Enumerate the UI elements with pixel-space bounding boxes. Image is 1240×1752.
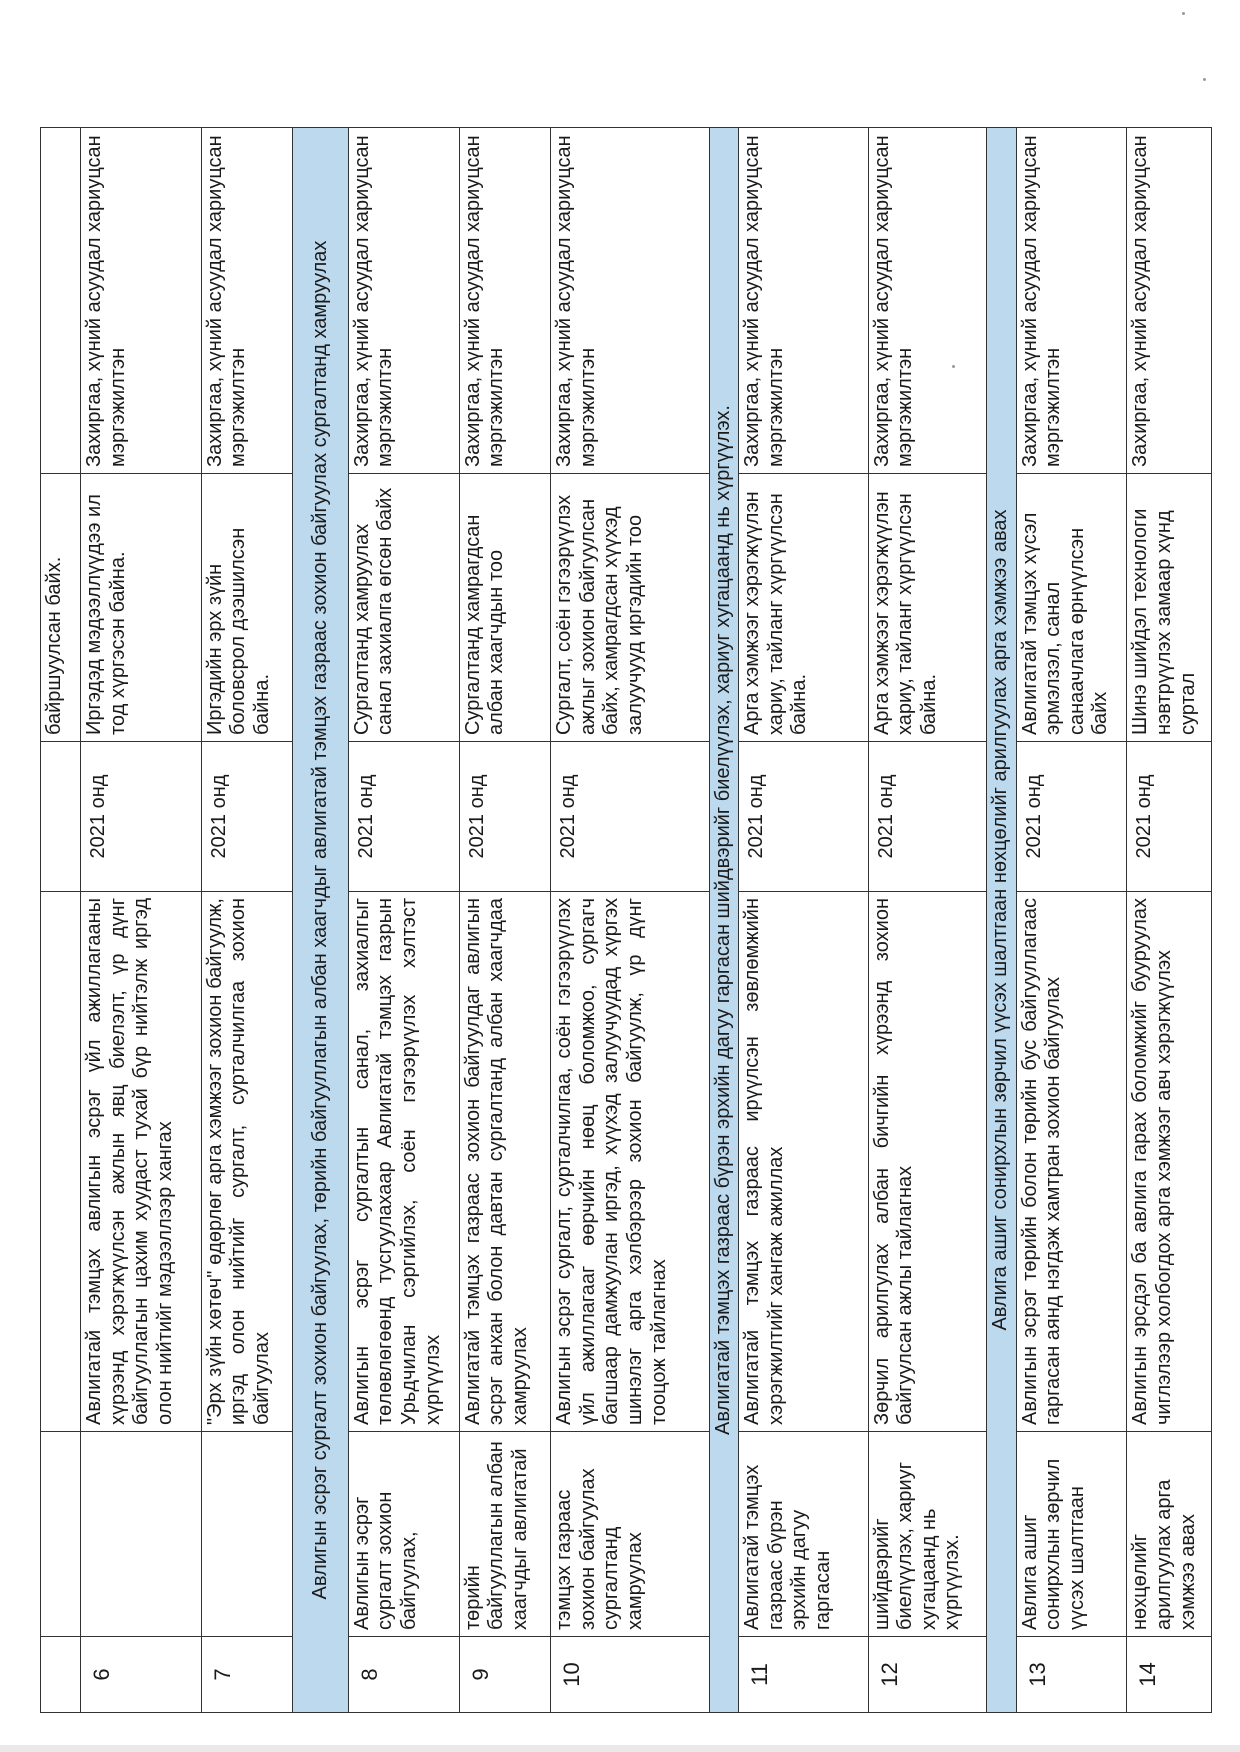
responsible-cell: Захиргаа, хүний асуудал хариуцсан мэргэжилтэн [459, 128, 550, 474]
result-cell: Арга хэмжээг хэрэгжүүлэн хариу, тайланг хүргүүлсэн байна. [868, 474, 986, 742]
row-number: 11 [739, 1637, 868, 1713]
table-row [868, 128, 986, 1713]
row-number: 8 [348, 1637, 459, 1713]
measure-title: Авлигын эсрэг сургалт зохион байгуулах, [348, 1432, 459, 1637]
responsible-cell: Захиргаа, хүний асуудал хариуцсан мэргэжилтэн [868, 128, 986, 474]
activity-cell: Авлигатай тэмцэх газраас ирүүлсэн зөвлөмжийн хэрэгжилтийг хангаж ажиллах [739, 892, 868, 1432]
activity-cell: Зөрчил арилгулах албан бичгийн хүрээнд зохион байгуулсан ажлы тайлагнах [868, 892, 986, 1432]
section-title: Авлига ашиг сонирхлын зөрчил үүсэх шалтгаан нөхцөлийг арилгуулах арга хэмжээ авах [986, 128, 1016, 1713]
row-number: 14 [1127, 1637, 1212, 1713]
measure-title: Авлига ашиг сонирхлын зөрчил үүсэх шалтгаан [1016, 1432, 1127, 1637]
responsible-cell: Захиргаа, хүний асуудал хариуцсан [1127, 128, 1212, 474]
scan-edge-shadow [0, 1745, 1240, 1752]
result-cell: Арга хэмжээг хэрэгжүүлэн хариу, тайланг хүргүүлсэн байна. [739, 474, 868, 742]
responsible-cell: Захиргаа, хүний асуудал хариуцсан мэргэжилтэн [1016, 128, 1127, 474]
table-row [551, 128, 709, 1713]
date-cell: 2021 онд [1016, 742, 1127, 892]
scan-speck [1182, 12, 1185, 15]
row-number: 9 [459, 1637, 550, 1713]
result-cell: Иргэдэд мэдээллүүдээ ил тод хүргэсэн байна. [81, 474, 201, 742]
table-row [1127, 128, 1212, 1713]
measure-title: төрийн байгууллагын албан хаагчдыг авлигатай [459, 1432, 550, 1637]
date-cell: 2021 онд [551, 742, 709, 892]
responsible-cell [41, 128, 81, 474]
row-number [41, 1637, 81, 1713]
table-row [201, 128, 292, 1713]
result-cell: Сургалтанд хамруулах санал захиалга өгсөн байх [348, 474, 459, 742]
row-number: 10 [551, 1637, 709, 1713]
activity-cell [41, 892, 81, 1432]
date-cell [41, 742, 81, 892]
result-cell: Авлигатай тэмцэх хүсэл эрмэлзэл, санал санаачлага өрнүүлсэн байх [1016, 474, 1127, 742]
responsible-cell: Захиргаа, хүний асуудал хариуцсан мэргэжилтэн [551, 128, 709, 474]
activity-cell: Авлигын эсрэг төрийн болон төрийн бус байгууллагаас гаргасан аянд нэгдэж хамтран зохион байгуулах [1016, 892, 1127, 1432]
row-number: 6 [81, 1637, 201, 1713]
row-number: 7 [201, 1637, 292, 1713]
scan-speck [1203, 78, 1206, 81]
responsible-cell: Захиргаа, хүний асуудал хариуцсан мэргэжилтэн [348, 128, 459, 474]
measure-title [41, 1432, 81, 1637]
activity-cell: Авлигатай тэмцэх газраас зохион байгуулдаг авлигын эсрэг анхан болон давтан сургалтанд албан хаагчдаа хамруулах [459, 892, 550, 1432]
table-row [739, 128, 868, 1713]
action-plan-table [40, 127, 1212, 1713]
result-cell: байршуулсан байх. [41, 474, 81, 742]
section-header [986, 128, 1016, 1713]
responsible-cell: Захиргаа, хүний асуудал хариуцсан мэргэжилтэн [201, 128, 292, 474]
rotated-document [40, 128, 1212, 1713]
measure-title: нөхцөлийг арилгуулах арга хэмжээ авах [1127, 1432, 1212, 1637]
activity-cell: Авлигын эсрэг сургалтын санал, захиалгыг төлөвлөгөөнд тусгуулахаар Авлигатай тэмцэх газрын Урьдчилан сэргийлэх, соён гэгээрүүлэх хэлтэст хүргүүлэх [348, 892, 459, 1432]
result-cell: Сургалтанд хамрагдсан албан хаагчдын тоо [459, 474, 550, 742]
date-cell: 2021 онд [201, 742, 292, 892]
measure-title: шийдвэрийг биелүүлэх, хариуг хугацаанд нь хүргүүлэх. [868, 1432, 986, 1637]
table-row [1016, 128, 1127, 1713]
date-cell: 2021 онд [348, 742, 459, 892]
section-title: Авлигын эсрэг сургалт зохион байгуулах, төрийн байгууллагын албан хаагчдыг авлигатай тэмцэх газраас зохион байгуулах сургалтанд хамруулах [293, 128, 349, 1713]
section-title: Авлигатай тэмцэх газраас бүрэн эрхийн дагуу гаргасан шийдвэрийг биелүүлэх, хариуг хугацаанд нь хүргүүлэх. [709, 128, 739, 1713]
date-cell: 2021 онд [868, 742, 986, 892]
date-cell: 2021 онд [459, 742, 550, 892]
activity-cell: Авлигын эсрэг сургалт, сурталчилгаа, соён гэгээрүүлэх үйл ажиллагааг өөрчийн нөөц боломжоо, сургагч багшаар дамжуулан иргэд, хүүхэд залуучуудад хүргэх шинэлэг арга хэлбэрээр зохион байгуулж, үр дүнг тооцож тайлагнах [551, 892, 709, 1432]
table-row [81, 128, 201, 1713]
responsible-cell: Захиргаа, хүний асуудал хариуцсан мэргэжилтэн [739, 128, 868, 474]
table-row [459, 128, 550, 1713]
measure-title [201, 1432, 292, 1637]
result-cell: Шинэ шийдэл технологи нэвтрүүлэх замаар хүнд суртал [1127, 474, 1212, 742]
result-cell: Иргэдийн эрх зүйн боловсрол дээшилсэн байна. [201, 474, 292, 742]
measure-title: тэмцэх газраас зохион байгуулах сургалтанд хамруулах [551, 1432, 709, 1637]
activity-cell: Авлигатай тэмцэх авлигын эсрэг үйл ажиллагааны хүрээнд хэрэгжүүлсэн ажлын явц биелэлт, үр дүнг байгууллагын цахим хуудаст тухай бүр нийтэлж иргэд олон нийтийг мэдээллээр хангах [81, 892, 201, 1432]
activity-cell: "Эрх зүйн хөтөч" өдөрлөг арга хэмжээг зохион байгуулж, иргэд олон нийтийг сургалт, сурталчилгаа зохион байгуулах [201, 892, 292, 1432]
table-row [348, 128, 459, 1713]
row-number: 13 [1016, 1637, 1127, 1713]
section-header [293, 128, 349, 1713]
row-number: 12 [868, 1637, 986, 1713]
measure-title [81, 1432, 201, 1637]
measure-title: Авлигатай тэмцэх газраас бүрэн эрхийн дагуу гаргасан [739, 1432, 868, 1637]
result-cell: Сургалт, соён гэгээрүүлэх ажлыг зохион байгуулсан байх, хамрагдсан хүүхэд залуучууд иргэдийн тоо [551, 474, 709, 742]
activity-cell: Авлигын эрсдэл ба авлига гарах боломжийг бууруулах чиглэлээр холбогдох арга хэмжээг авч хэрэгжүүлэх [1127, 892, 1212, 1432]
date-cell: 2021 онд [81, 742, 201, 892]
table-row [41, 128, 81, 1713]
date-cell: 2021 онд [739, 742, 868, 892]
date-cell: 2021 онд [1127, 742, 1212, 892]
section-header [709, 128, 739, 1713]
responsible-cell: Захиргаа, хүний асуудал хариуцсан мэргэжилтэн [81, 128, 201, 474]
